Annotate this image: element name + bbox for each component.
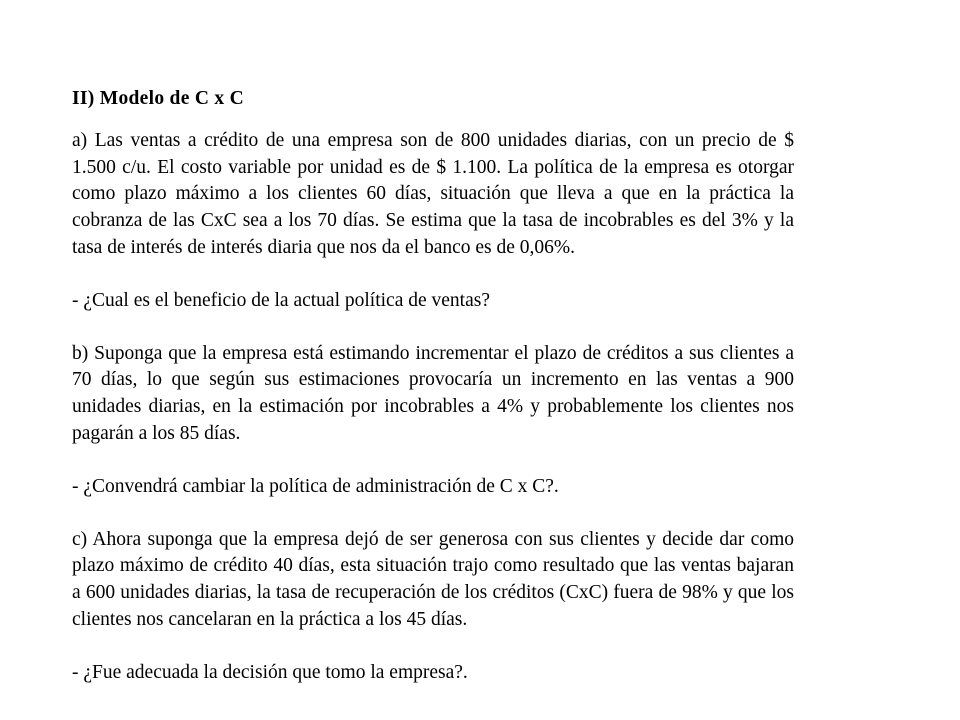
- paragraph-part-b: b) Suponga que la empresa está estimando incrementar el plazo de créditos a sus clientes a 70 días, lo que según sus estimaciones provocaría un incremento en las ventas a 900 unidades diarias, en la estimación por incobrables a 4% y probablemente los clientes nos pagarán a los 85 días.: [72, 342, 794, 444]
- question-part-c: - ¿Fue adecuada la decisión que tomo la empresa?.: [72, 661, 468, 683]
- document-body: [72, 86, 794, 713]
- paragraph-part-a: a) Las ventas a crédito de una empresa son de 800 unidades diarias, con un precio de $ 1.500 c/u. El costo variable por unidad es de $ 1.100. La política de la empresa es otorgar como plazo máximo a los clientes 60 días, situación que lleva a que en la práctica la cobranza de las CxC sea a los 70 días. Se estima que la tasa de incobrables es del 3% y la tasa de interés de interés diaria que nos da el banco es de 0,06%.: [72, 129, 794, 258]
- question-part-b: - ¿Convendrá cambiar la política de administración de C x C?.: [72, 475, 559, 497]
- paragraph-part-c: c) Ahora suponga que la empresa dejó de ser generosa con sus clientes y decide dar como plazo máximo de crédito 40 días, esta situación trajo como resultado que las ventas bajaran a 600 unidades diarias, la tasa de recuperación de los créditos (CxC) fuera de 98% y que los clientes nos cancelaran en la práctica a los 45 días.: [72, 528, 794, 630]
- section-heading: II) Modelo de C x C: [72, 88, 244, 109]
- question-part-a: - ¿Cual es el beneficio de la actual política de ventas?: [72, 289, 490, 311]
